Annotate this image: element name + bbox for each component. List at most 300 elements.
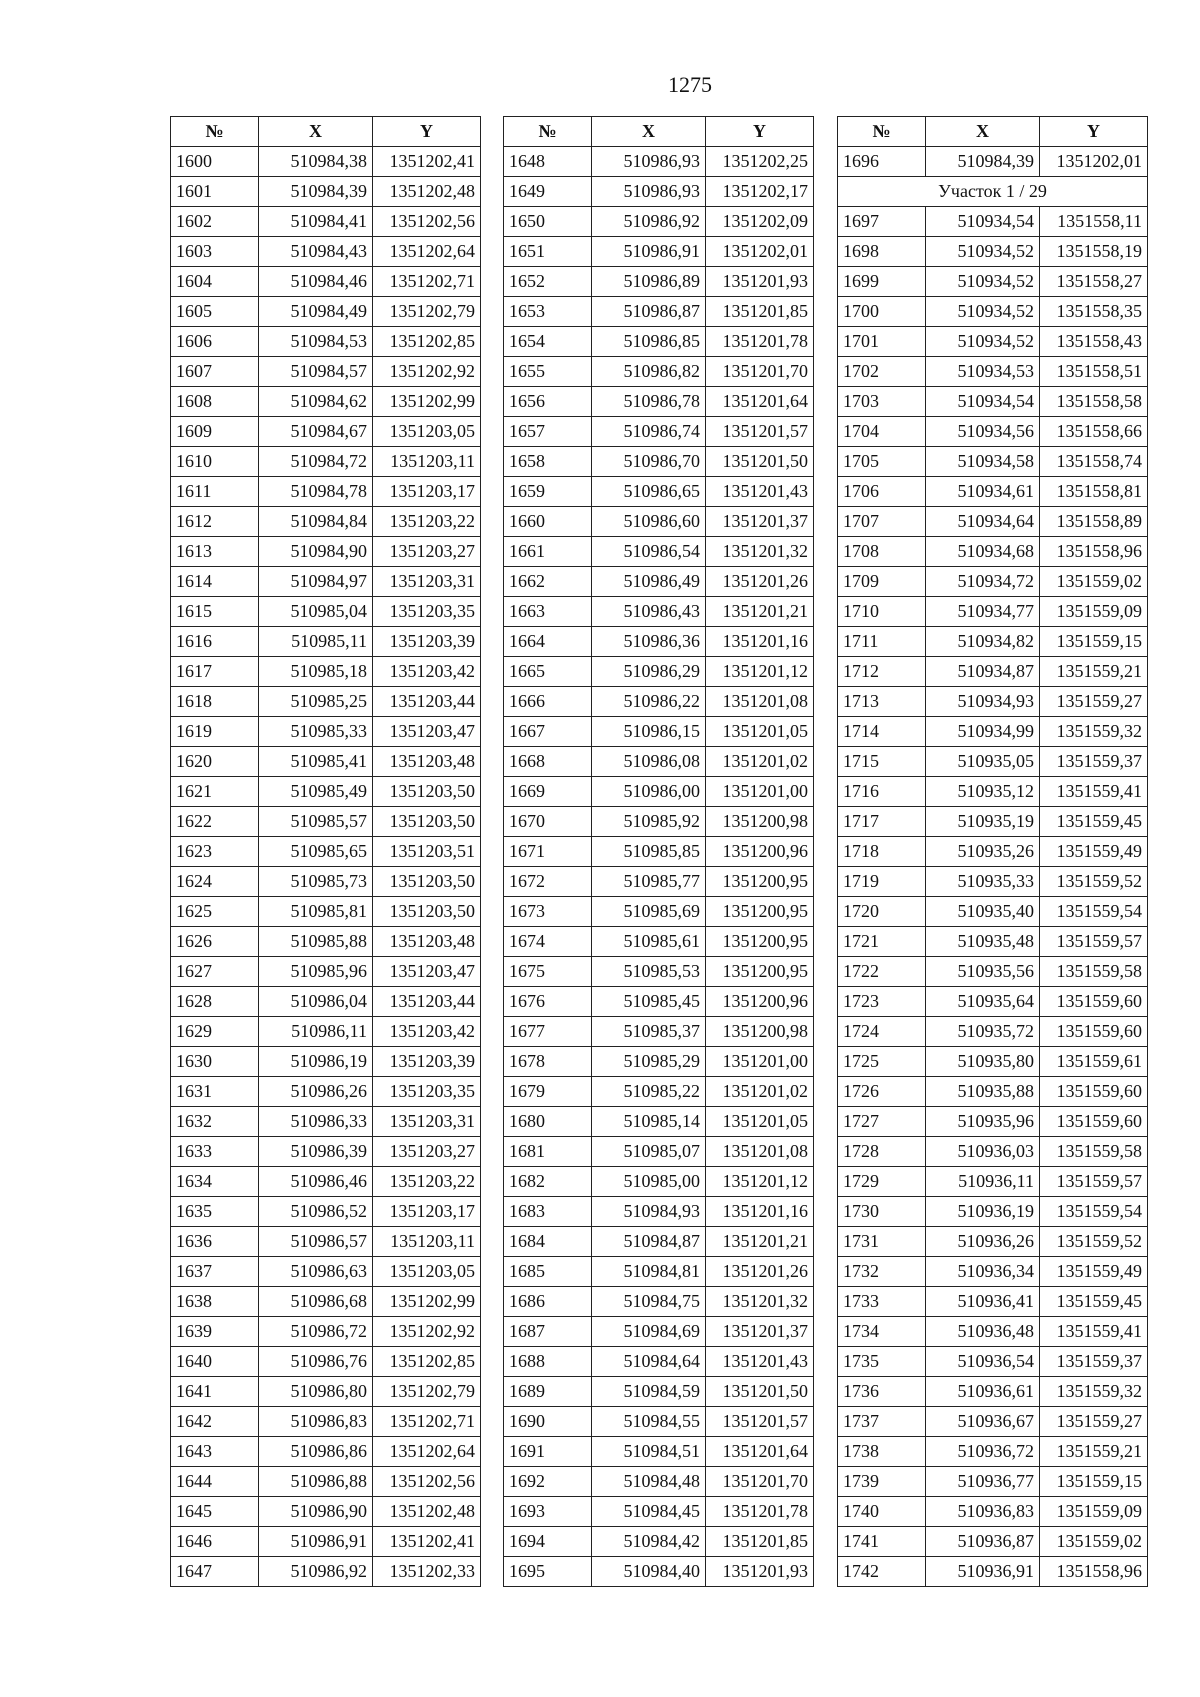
point-number-cell: 1711 — [838, 627, 926, 657]
x-coordinate-cell: 510936,41 — [926, 1287, 1040, 1317]
x-coordinate-cell: 510984,69 — [592, 1317, 706, 1347]
y-coordinate-cell: 1351201,78 — [706, 1497, 814, 1527]
table-row — [171, 477, 481, 507]
x-coordinate-cell: 510985,18 — [259, 657, 373, 687]
x-coordinate-cell: 510986,93 — [592, 147, 706, 177]
table-row — [504, 747, 814, 777]
x-coordinate-cell: 510986,70 — [592, 447, 706, 477]
y-coordinate-cell: 1351202,85 — [373, 327, 481, 357]
y-coordinate-cell: 1351203,31 — [373, 1107, 481, 1137]
point-number-cell: 1612 — [171, 507, 259, 537]
point-number-cell: 1631 — [171, 1077, 259, 1107]
y-coordinate-cell: 1351202,99 — [373, 1287, 481, 1317]
table-row — [838, 477, 1148, 507]
point-number-cell: 1625 — [171, 897, 259, 927]
x-coordinate-cell: 510934,93 — [926, 687, 1040, 717]
y-coordinate-cell: 1351559,52 — [1040, 867, 1148, 897]
table-row — [838, 387, 1148, 417]
table-row — [838, 957, 1148, 987]
point-number-cell: 1609 — [171, 417, 259, 447]
x-coordinate-cell: 510986,83 — [259, 1407, 373, 1437]
x-coordinate-cell: 510986,74 — [592, 417, 706, 447]
x-coordinate-cell: 510935,19 — [926, 807, 1040, 837]
x-coordinate-cell: 510934,64 — [926, 507, 1040, 537]
x-coordinate-cell: 510935,56 — [926, 957, 1040, 987]
x-coordinate-cell: 510934,82 — [926, 627, 1040, 657]
table-row — [504, 957, 814, 987]
table-row — [504, 237, 814, 267]
y-coordinate-cell: 1351202,99 — [373, 387, 481, 417]
x-coordinate-cell: 510986,52 — [259, 1197, 373, 1227]
table-row — [171, 177, 481, 207]
y-coordinate-cell: 1351201,08 — [706, 1137, 814, 1167]
point-number-cell: 1697 — [838, 207, 926, 237]
table-row — [171, 507, 481, 537]
table-row — [838, 987, 1148, 1017]
table-row — [838, 897, 1148, 927]
y-coordinate-cell: 1351201,57 — [706, 1407, 814, 1437]
point-number-cell: 1639 — [171, 1317, 259, 1347]
point-number-cell: 1666 — [504, 687, 592, 717]
table-row — [504, 267, 814, 297]
table-row — [171, 207, 481, 237]
table-row — [171, 1047, 481, 1077]
table-row — [838, 1377, 1148, 1407]
point-number-cell: 1630 — [171, 1047, 259, 1077]
table-row — [838, 687, 1148, 717]
table-row — [171, 537, 481, 567]
y-coordinate-cell: 1351201,37 — [706, 507, 814, 537]
table-row — [171, 1497, 481, 1527]
x-coordinate-cell: 510986,86 — [259, 1437, 373, 1467]
y-coordinate-cell: 1351559,15 — [1040, 627, 1148, 657]
x-coordinate-cell: 510984,81 — [592, 1257, 706, 1287]
table-row — [838, 1557, 1148, 1587]
y-coordinate-cell: 1351201,16 — [706, 627, 814, 657]
x-coordinate-cell: 510984,90 — [259, 537, 373, 567]
x-coordinate-cell: 510935,33 — [926, 867, 1040, 897]
x-coordinate-cell: 510984,72 — [259, 447, 373, 477]
point-number-cell: 1618 — [171, 687, 259, 717]
table-row — [504, 687, 814, 717]
y-coordinate-cell: 1351559,09 — [1040, 1497, 1148, 1527]
point-number-cell: 1641 — [171, 1377, 259, 1407]
y-coordinate-cell: 1351203,50 — [373, 807, 481, 837]
point-number-cell: 1704 — [838, 417, 926, 447]
table-row — [838, 1407, 1148, 1437]
x-coordinate-cell: 510986,22 — [592, 687, 706, 717]
point-number-cell: 1605 — [171, 297, 259, 327]
table-row — [171, 147, 481, 177]
table-row — [504, 567, 814, 597]
point-number-cell: 1726 — [838, 1077, 926, 1107]
x-coordinate-cell: 510984,64 — [592, 1347, 706, 1377]
point-number-cell: 1687 — [504, 1317, 592, 1347]
x-coordinate-cell: 510986,82 — [592, 357, 706, 387]
point-number-cell: 1692 — [504, 1467, 592, 1497]
y-coordinate-cell: 1351203,39 — [373, 1047, 481, 1077]
table-row — [504, 537, 814, 567]
point-number-cell: 1614 — [171, 567, 259, 597]
table-row — [171, 657, 481, 687]
point-number-cell: 1634 — [171, 1167, 259, 1197]
y-coordinate-cell: 1351203,47 — [373, 717, 481, 747]
point-number-cell: 1740 — [838, 1497, 926, 1527]
table-row — [838, 147, 1148, 177]
table-row — [504, 1287, 814, 1317]
x-coordinate-cell: 510986,88 — [259, 1467, 373, 1497]
table-row — [171, 1467, 481, 1497]
x-coordinate-cell: 510986,92 — [259, 1557, 373, 1587]
x-coordinate-cell: 510986,29 — [592, 657, 706, 687]
y-coordinate-cell: 1351201,08 — [706, 687, 814, 717]
y-coordinate-cell: 1351200,96 — [706, 987, 814, 1017]
y-coordinate-cell: 1351200,95 — [706, 957, 814, 987]
x-coordinate-cell: 510986,49 — [592, 567, 706, 597]
table-row — [504, 507, 814, 537]
x-coordinate-cell: 510934,52 — [926, 327, 1040, 357]
column-header-y: Y — [373, 117, 481, 147]
section-row — [838, 177, 1148, 207]
x-coordinate-cell: 510935,12 — [926, 777, 1040, 807]
table-row — [504, 807, 814, 837]
table-row — [171, 807, 481, 837]
y-coordinate-cell: 1351203,27 — [373, 1137, 481, 1167]
x-coordinate-cell: 510985,07 — [592, 1137, 706, 1167]
point-number-cell: 1669 — [504, 777, 592, 807]
point-number-cell: 1742 — [838, 1557, 926, 1587]
y-coordinate-cell: 1351559,41 — [1040, 1317, 1148, 1347]
point-number-cell: 1718 — [838, 837, 926, 867]
x-coordinate-cell: 510984,97 — [259, 567, 373, 597]
y-coordinate-cell: 1351203,22 — [373, 1167, 481, 1197]
y-coordinate-cell: 1351203,44 — [373, 687, 481, 717]
y-coordinate-cell: 1351202,41 — [373, 1527, 481, 1557]
y-coordinate-cell: 1351201,16 — [706, 1197, 814, 1227]
coordinates-table-3 — [837, 116, 1148, 1587]
point-number-cell: 1655 — [504, 357, 592, 387]
y-coordinate-cell: 1351203,22 — [373, 507, 481, 537]
x-coordinate-cell: 510936,61 — [926, 1377, 1040, 1407]
y-coordinate-cell: 1351201,02 — [706, 747, 814, 777]
x-coordinate-cell: 510986,78 — [592, 387, 706, 417]
table-row — [504, 1227, 814, 1257]
y-coordinate-cell: 1351203,27 — [373, 537, 481, 567]
y-coordinate-cell: 1351203,05 — [373, 417, 481, 447]
x-coordinate-cell: 510985,22 — [592, 1077, 706, 1107]
table-row — [504, 1107, 814, 1137]
x-coordinate-cell: 510935,80 — [926, 1047, 1040, 1077]
point-number-cell: 1731 — [838, 1227, 926, 1257]
x-coordinate-cell: 510985,77 — [592, 867, 706, 897]
table-row — [504, 147, 814, 177]
x-coordinate-cell: 510985,65 — [259, 837, 373, 867]
column-header-y: Y — [706, 117, 814, 147]
table-row — [838, 447, 1148, 477]
table-row — [504, 1527, 814, 1557]
point-number-cell: 1629 — [171, 1017, 259, 1047]
point-number-cell: 1694 — [504, 1527, 592, 1557]
table-row — [171, 927, 481, 957]
table-row — [171, 897, 481, 927]
point-number-cell: 1615 — [171, 597, 259, 627]
y-coordinate-cell: 1351201,32 — [706, 1287, 814, 1317]
point-number-cell: 1732 — [838, 1257, 926, 1287]
x-coordinate-cell: 510936,83 — [926, 1497, 1040, 1527]
y-coordinate-cell: 1351559,32 — [1040, 717, 1148, 747]
y-coordinate-cell: 1351558,35 — [1040, 297, 1148, 327]
y-coordinate-cell: 1351558,89 — [1040, 507, 1148, 537]
point-number-cell: 1607 — [171, 357, 259, 387]
section-label: Участок 1 / 29 — [838, 177, 1148, 207]
point-number-cell: 1610 — [171, 447, 259, 477]
y-coordinate-cell: 1351201,21 — [706, 1227, 814, 1257]
table-row — [171, 357, 481, 387]
point-number-cell: 1737 — [838, 1407, 926, 1437]
x-coordinate-cell: 510985,85 — [592, 837, 706, 867]
point-number-cell: 1662 — [504, 567, 592, 597]
y-coordinate-cell: 1351202,79 — [373, 1377, 481, 1407]
table-row — [504, 1497, 814, 1527]
table-row — [171, 1227, 481, 1257]
x-coordinate-cell: 510985,49 — [259, 777, 373, 807]
point-number-cell: 1716 — [838, 777, 926, 807]
y-coordinate-cell: 1351559,27 — [1040, 687, 1148, 717]
point-number-cell: 1673 — [504, 897, 592, 927]
y-coordinate-cell: 1351559,27 — [1040, 1407, 1148, 1437]
x-coordinate-cell: 510935,40 — [926, 897, 1040, 927]
y-coordinate-cell: 1351200,95 — [706, 927, 814, 957]
point-number-cell: 1619 — [171, 717, 259, 747]
y-coordinate-cell: 1351201,12 — [706, 1167, 814, 1197]
x-coordinate-cell: 510984,78 — [259, 477, 373, 507]
table-row — [838, 1527, 1148, 1557]
x-coordinate-cell: 510986,19 — [259, 1047, 373, 1077]
table-row — [171, 1137, 481, 1167]
x-coordinate-cell: 510984,38 — [259, 147, 373, 177]
y-coordinate-cell: 1351201,78 — [706, 327, 814, 357]
table-row — [171, 717, 481, 747]
y-coordinate-cell: 1351558,81 — [1040, 477, 1148, 507]
point-number-cell: 1620 — [171, 747, 259, 777]
table-row — [171, 327, 481, 357]
table-row — [171, 1527, 481, 1557]
point-number-cell: 1685 — [504, 1257, 592, 1287]
table-row — [504, 987, 814, 1017]
y-coordinate-cell: 1351559,58 — [1040, 1137, 1148, 1167]
y-coordinate-cell: 1351203,50 — [373, 897, 481, 927]
x-coordinate-cell: 510936,19 — [926, 1197, 1040, 1227]
y-coordinate-cell: 1351201,93 — [706, 267, 814, 297]
y-coordinate-cell: 1351559,09 — [1040, 597, 1148, 627]
point-number-cell: 1700 — [838, 297, 926, 327]
x-coordinate-cell: 510986,26 — [259, 1077, 373, 1107]
point-number-cell: 1621 — [171, 777, 259, 807]
x-coordinate-cell: 510986,11 — [259, 1017, 373, 1047]
table-row — [504, 627, 814, 657]
x-coordinate-cell: 510934,52 — [926, 297, 1040, 327]
point-number-cell: 1683 — [504, 1197, 592, 1227]
point-number-cell: 1723 — [838, 987, 926, 1017]
column-header-number: № — [504, 117, 592, 147]
y-coordinate-cell: 1351202,48 — [373, 177, 481, 207]
point-number-cell: 1656 — [504, 387, 592, 417]
point-number-cell: 1654 — [504, 327, 592, 357]
x-coordinate-cell: 510984,53 — [259, 327, 373, 357]
table-row — [838, 867, 1148, 897]
table-row — [504, 1347, 814, 1377]
table-row — [504, 417, 814, 447]
point-number-cell: 1677 — [504, 1017, 592, 1047]
point-number-cell: 1713 — [838, 687, 926, 717]
x-coordinate-cell: 510985,04 — [259, 597, 373, 627]
point-number-cell: 1660 — [504, 507, 592, 537]
y-coordinate-cell: 1351201,70 — [706, 1467, 814, 1497]
table-row — [504, 1017, 814, 1047]
table-row — [504, 927, 814, 957]
point-number-cell: 1622 — [171, 807, 259, 837]
table-row — [171, 1077, 481, 1107]
table-row — [171, 687, 481, 717]
table-row — [504, 1407, 814, 1437]
table-row — [171, 387, 481, 417]
point-number-cell: 1701 — [838, 327, 926, 357]
column-header-x: X — [926, 117, 1040, 147]
x-coordinate-cell: 510985,25 — [259, 687, 373, 717]
point-number-cell: 1696 — [838, 147, 926, 177]
y-coordinate-cell: 1351203,44 — [373, 987, 481, 1017]
table-row — [838, 207, 1148, 237]
table-row — [838, 807, 1148, 837]
point-number-cell: 1679 — [504, 1077, 592, 1107]
x-coordinate-cell: 510986,91 — [592, 237, 706, 267]
x-coordinate-cell: 510986,57 — [259, 1227, 373, 1257]
x-coordinate-cell: 510936,67 — [926, 1407, 1040, 1437]
x-coordinate-cell: 510936,34 — [926, 1257, 1040, 1287]
y-coordinate-cell: 1351203,39 — [373, 627, 481, 657]
y-coordinate-cell: 1351201,64 — [706, 1437, 814, 1467]
y-coordinate-cell: 1351558,19 — [1040, 237, 1148, 267]
point-number-cell: 1601 — [171, 177, 259, 207]
x-coordinate-cell: 510986,90 — [259, 1497, 373, 1527]
x-coordinate-cell: 510985,37 — [592, 1017, 706, 1047]
point-number-cell: 1681 — [504, 1137, 592, 1167]
point-number-cell: 1725 — [838, 1047, 926, 1077]
x-coordinate-cell: 510935,64 — [926, 987, 1040, 1017]
y-coordinate-cell: 1351200,96 — [706, 837, 814, 867]
y-coordinate-cell: 1351559,57 — [1040, 927, 1148, 957]
x-coordinate-cell: 510984,59 — [592, 1377, 706, 1407]
x-coordinate-cell: 510986,87 — [592, 297, 706, 327]
point-number-cell: 1671 — [504, 837, 592, 867]
point-number-cell: 1730 — [838, 1197, 926, 1227]
point-number-cell: 1638 — [171, 1287, 259, 1317]
header-row — [504, 117, 814, 147]
y-coordinate-cell: 1351202,92 — [373, 1317, 481, 1347]
point-number-cell: 1729 — [838, 1167, 926, 1197]
table-row — [171, 447, 481, 477]
y-coordinate-cell: 1351201,12 — [706, 657, 814, 687]
table-row — [171, 597, 481, 627]
x-coordinate-cell: 510984,55 — [592, 1407, 706, 1437]
point-number-cell: 1672 — [504, 867, 592, 897]
y-coordinate-cell: 1351202,64 — [373, 1437, 481, 1467]
x-coordinate-cell: 510934,99 — [926, 717, 1040, 747]
point-number-cell: 1717 — [838, 807, 926, 837]
y-coordinate-cell: 1351203,48 — [373, 927, 481, 957]
y-coordinate-cell: 1351202,79 — [373, 297, 481, 327]
y-coordinate-cell: 1351558,27 — [1040, 267, 1148, 297]
column-header-number: № — [838, 117, 926, 147]
x-coordinate-cell: 510984,42 — [592, 1527, 706, 1557]
y-coordinate-cell: 1351201,21 — [706, 597, 814, 627]
x-coordinate-cell: 510984,41 — [259, 207, 373, 237]
table-row — [504, 1317, 814, 1347]
point-number-cell: 1724 — [838, 1017, 926, 1047]
table-row — [838, 1497, 1148, 1527]
y-coordinate-cell: 1351559,52 — [1040, 1227, 1148, 1257]
y-coordinate-cell: 1351559,60 — [1040, 1017, 1148, 1047]
table-row — [504, 447, 814, 477]
y-coordinate-cell: 1351203,48 — [373, 747, 481, 777]
y-coordinate-cell: 1351203,42 — [373, 657, 481, 687]
table-row — [504, 1047, 814, 1077]
x-coordinate-cell: 510984,93 — [592, 1197, 706, 1227]
table-row — [504, 1077, 814, 1107]
y-coordinate-cell: 1351201,05 — [706, 717, 814, 747]
table-row — [504, 477, 814, 507]
point-number-cell: 1708 — [838, 537, 926, 567]
column-header-x: X — [592, 117, 706, 147]
x-coordinate-cell: 510934,54 — [926, 207, 1040, 237]
table-row — [504, 717, 814, 747]
point-number-cell: 1667 — [504, 717, 592, 747]
table-row — [838, 837, 1148, 867]
y-coordinate-cell: 1351200,98 — [706, 1017, 814, 1047]
y-coordinate-cell: 1351201,37 — [706, 1317, 814, 1347]
y-coordinate-cell: 1351202,01 — [706, 237, 814, 267]
point-number-cell: 1699 — [838, 267, 926, 297]
table-row — [171, 987, 481, 1017]
x-coordinate-cell: 510985,73 — [259, 867, 373, 897]
point-number-cell: 1686 — [504, 1287, 592, 1317]
x-coordinate-cell: 510984,49 — [259, 297, 373, 327]
y-coordinate-cell: 1351201,26 — [706, 1257, 814, 1287]
x-coordinate-cell: 510985,88 — [259, 927, 373, 957]
point-number-cell: 1623 — [171, 837, 259, 867]
table-row — [838, 1437, 1148, 1467]
table-row — [838, 717, 1148, 747]
table-row — [838, 417, 1148, 447]
y-coordinate-cell: 1351203,17 — [373, 477, 481, 507]
column-header-y: Y — [1040, 117, 1148, 147]
x-coordinate-cell: 510986,76 — [259, 1347, 373, 1377]
table-row — [838, 927, 1148, 957]
x-coordinate-cell: 510984,39 — [926, 147, 1040, 177]
y-coordinate-cell: 1351559,45 — [1040, 807, 1148, 837]
point-number-cell: 1602 — [171, 207, 259, 237]
table-row — [838, 1197, 1148, 1227]
table-row — [838, 1017, 1148, 1047]
point-number-cell: 1680 — [504, 1107, 592, 1137]
y-coordinate-cell: 1351202,71 — [373, 1407, 481, 1437]
table-row — [838, 777, 1148, 807]
x-coordinate-cell: 510985,14 — [592, 1107, 706, 1137]
table-row — [838, 597, 1148, 627]
y-coordinate-cell: 1351203,17 — [373, 1197, 481, 1227]
y-coordinate-cell: 1351558,66 — [1040, 417, 1148, 447]
x-coordinate-cell: 510986,15 — [592, 717, 706, 747]
